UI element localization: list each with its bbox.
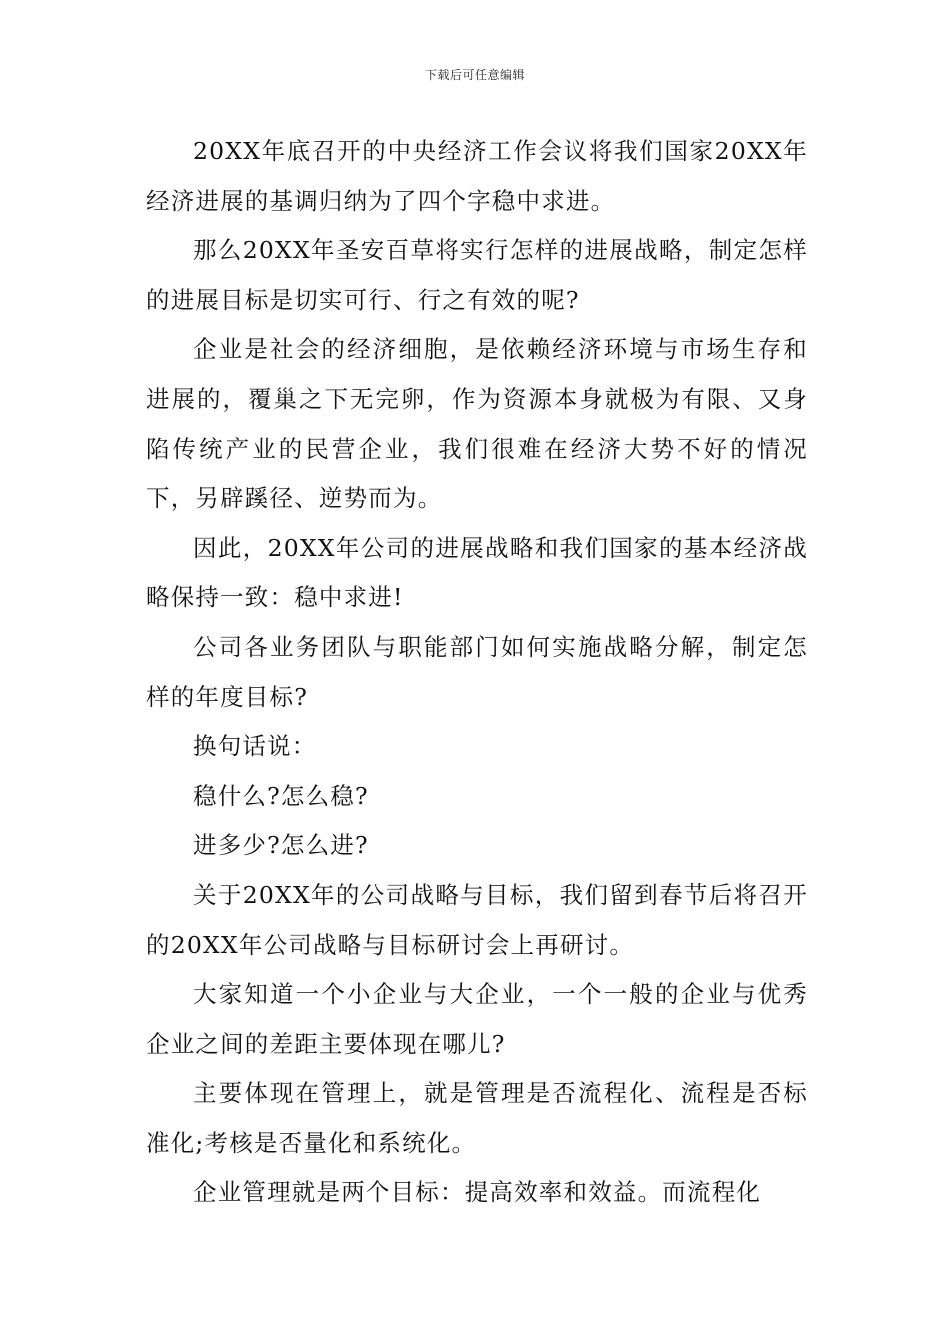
paragraph-12: 企业管理就是两个目标：提高效率和效益。而流程化 (193, 1178, 762, 1207)
document-body (146, 127, 808, 1218)
paragraph-3: 企业是社会的经济细胞，是依赖经济环境与市场生存和进展的，覆巢之下无完卵，作为资源本身就极为有限、又身陷传统产业的民营企业，我们很难在经济大势不好的情况下，另辟蹊径、逆势而为。 (146, 335, 808, 513)
header-note: 下载后可任意编辑 (424, 68, 525, 82)
paragraph-1: 20XX年底召开的中央经济工作会议将我们国家20XX年经济进展的基调归纳为了四个字稳中求进。 (146, 137, 808, 215)
paragraph-10: 大家知道一个小企业与大企业，一个一般的企业与优秀企业之间的差距主要体现在哪儿? (146, 980, 808, 1058)
paragraph-11: 主要体现在管理上，就是管理是否流程化、流程是否标准化;考核是否量化和系统化。 (146, 1079, 808, 1157)
paragraph-9: 关于20XX年的公司战略与目标，我们留到春节后将召开的20XX年公司战略与目标研讨会上再研讨。 (146, 880, 808, 959)
paragraph-8: 进多少?怎么进? (193, 831, 369, 860)
paragraph-4: 因此，20XX年公司的进展战略和我们国家的基本经济战略保持一致：稳中求进! (146, 533, 808, 612)
paragraph-7: 稳什么?怎么稳? (193, 781, 369, 810)
paragraph-6: 换句话说： (193, 732, 317, 761)
paragraph-5: 公司各业务团队与职能部门如何实施战略分解，制定怎样的年度目标? (146, 632, 808, 711)
paragraph-2: 那么20XX年圣安百草将实行怎样的进展战略，制定怎样的进展目标是切实可行、行之有效的呢? (146, 236, 808, 314)
